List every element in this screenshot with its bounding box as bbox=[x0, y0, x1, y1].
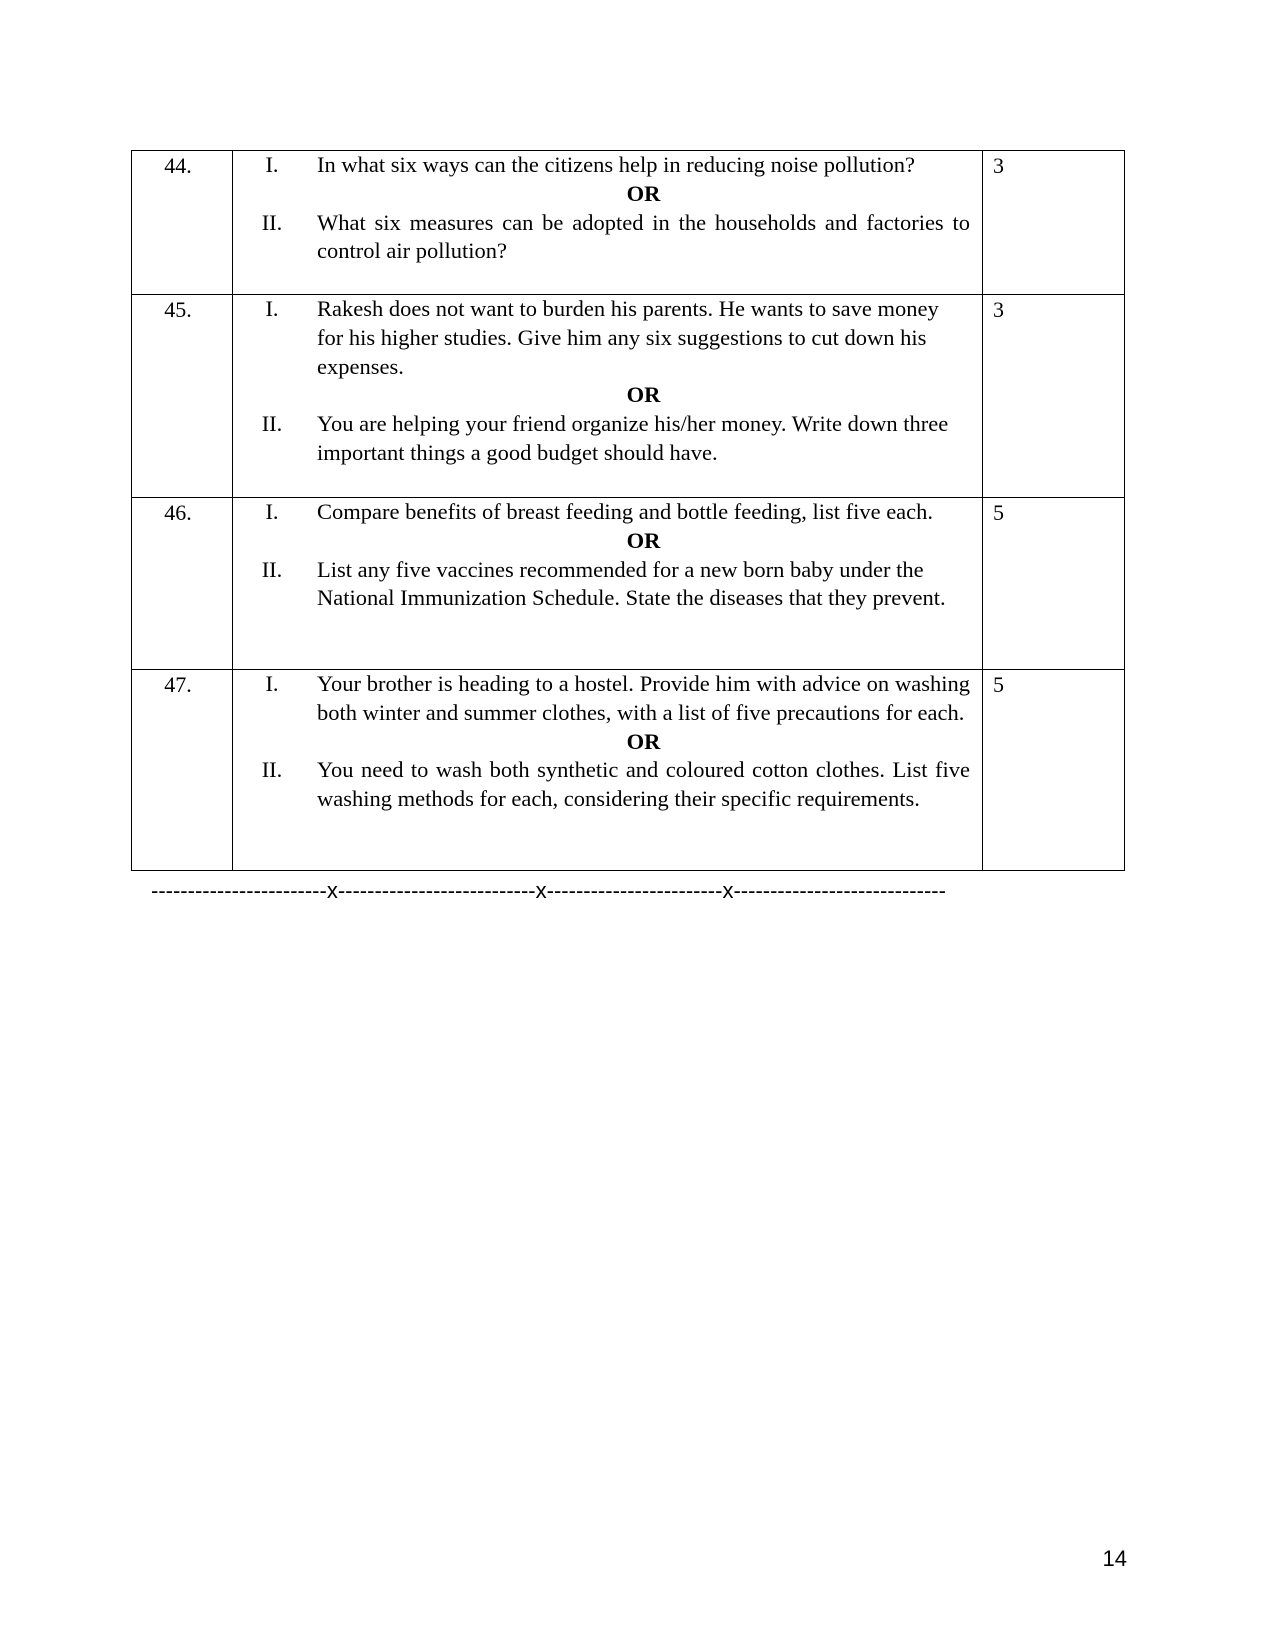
part-label: I. bbox=[265, 671, 279, 696]
part-text: You need to wash both synthetic and coloured cotton clothes. List five washing methods for each, considering their specific requirements. bbox=[317, 757, 970, 812]
question-content bbox=[233, 295, 983, 498]
question-row-44 bbox=[132, 151, 1125, 295]
marks-cell: 5 bbox=[983, 670, 1125, 871]
part-text: What six measures can be adopted in the households and factories to control air pollution? bbox=[317, 209, 970, 264]
question-part-1 bbox=[233, 670, 982, 728]
question-part-1 bbox=[233, 498, 982, 527]
part-label: II. bbox=[261, 411, 283, 437]
question-number: 45. bbox=[132, 295, 233, 498]
end-separator: ------------------------x---------------------------x------------------------x----------------------------- bbox=[151, 878, 946, 903]
part-label: I. bbox=[265, 499, 279, 524]
part-label: I. bbox=[265, 152, 279, 177]
question-part-2 bbox=[233, 209, 982, 267]
marks-cell: 5 bbox=[983, 498, 1125, 670]
or-label: OR bbox=[626, 180, 661, 206]
question-content bbox=[233, 151, 983, 295]
question-content bbox=[233, 670, 983, 871]
question-row-47 bbox=[132, 670, 1125, 871]
marks-cell: 3 bbox=[983, 151, 1125, 295]
question-content bbox=[233, 498, 983, 670]
part-text: You are helping your friend organize his/her money. Write down three important things a good budget should have. bbox=[317, 411, 949, 465]
part-label: II. bbox=[261, 209, 283, 235]
marks-cell: 3 bbox=[983, 295, 1125, 498]
part-text: In what six ways can the citizens help in reducing noise pollution? bbox=[317, 152, 915, 177]
part-text: List any five vaccines recommended for a new born baby under the National Immunization Schedule. State the diseases that they prevent. bbox=[317, 556, 946, 611]
question-part-1 bbox=[233, 151, 982, 180]
question-part-2 bbox=[233, 556, 982, 614]
question-part-2 bbox=[233, 410, 982, 468]
question-number: 47. bbox=[132, 670, 233, 871]
question-table bbox=[131, 150, 1125, 871]
question-row-46 bbox=[132, 498, 1125, 670]
question-number: 44. bbox=[132, 151, 233, 295]
part-text: Rakesh does not want to burden his parents. He wants to save money for his higher studies. Give him any six suggestions to cut down his expenses. bbox=[317, 296, 939, 379]
or-label: OR bbox=[626, 728, 661, 754]
part-label: I. bbox=[265, 296, 279, 321]
part-text: Compare benefits of breast feeding and bottle feeding, list five each. bbox=[317, 499, 934, 524]
or-label: OR bbox=[626, 382, 661, 408]
part-label: II. bbox=[261, 757, 283, 783]
question-number: 46. bbox=[132, 498, 233, 670]
page-number: 14 bbox=[1102, 1546, 1127, 1571]
question-part-2 bbox=[233, 756, 982, 814]
question-row-45 bbox=[132, 295, 1125, 498]
or-label: OR bbox=[626, 527, 661, 553]
part-text: Your brother is heading to a hostel. Provide him with advice on washing both winter and summer clothes, with a list of five precautions for each. bbox=[317, 671, 970, 725]
part-label: II. bbox=[261, 556, 283, 582]
question-part-1 bbox=[233, 295, 982, 381]
